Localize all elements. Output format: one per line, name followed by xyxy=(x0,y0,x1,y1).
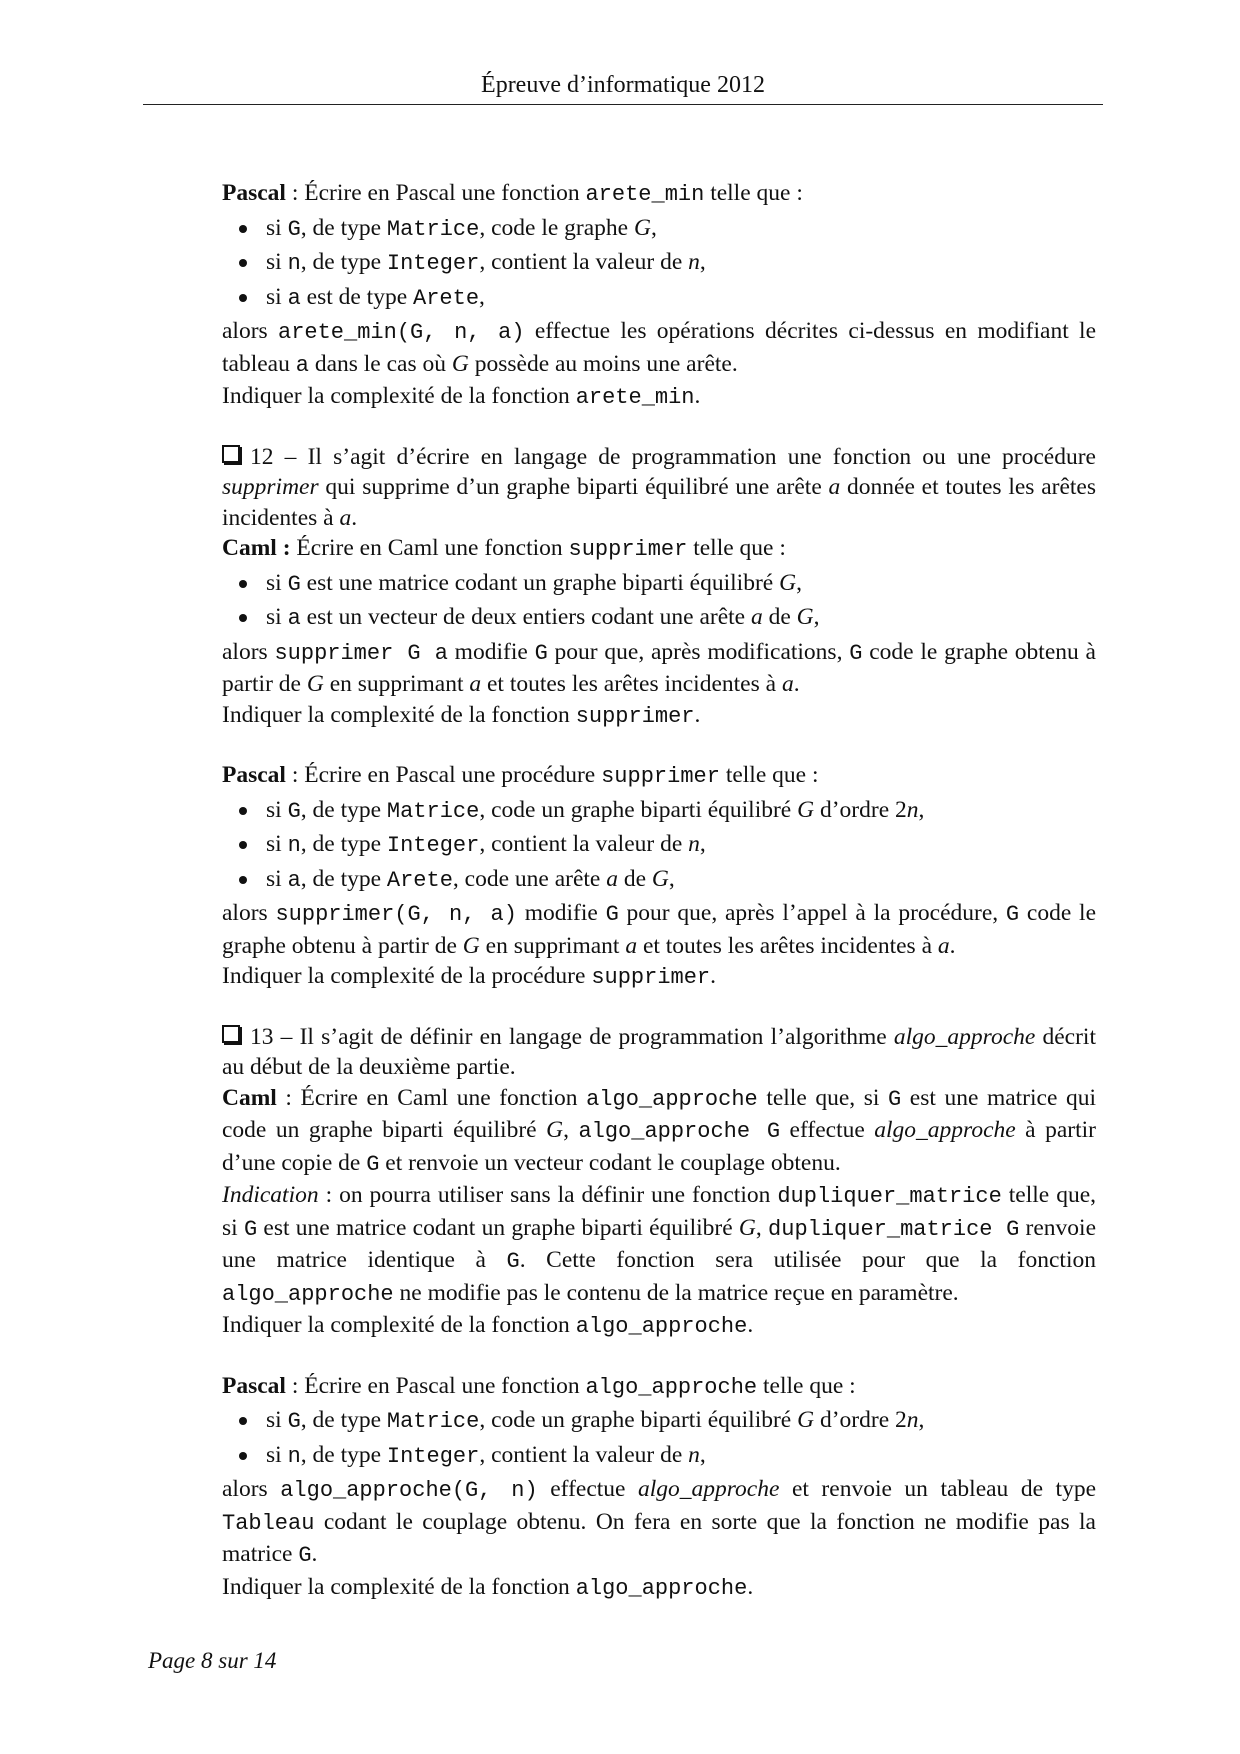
italic-term: n xyxy=(906,1407,919,1433)
bold-label: Caml xyxy=(222,1084,277,1111)
code-identifier: G xyxy=(287,1409,301,1434)
italic-term: algo_approche xyxy=(893,1023,1036,1050)
text-run: effectue xyxy=(780,1117,875,1143)
text-run: renvoie une matrice identique à xyxy=(222,1214,1097,1273)
text-run: si xyxy=(266,283,288,310)
text-run: . xyxy=(694,383,701,409)
text-run: . xyxy=(747,1312,754,1338)
italic-term: a xyxy=(625,932,638,959)
paragraph xyxy=(222,898,1096,961)
text-run: si xyxy=(266,1407,288,1433)
text-run: , xyxy=(796,569,802,596)
code-identifier: Matrice xyxy=(386,1409,480,1434)
text-run: : Écrire en Pascal une fonction xyxy=(285,1372,586,1399)
text-run: : on pourra utiliser sans la définir une fonction xyxy=(318,1182,778,1208)
text-run: d’ordre 2 xyxy=(814,1407,907,1433)
text-run: , xyxy=(918,796,925,823)
text-run: modifie xyxy=(516,900,606,926)
text-run: et toutes les arêtes incidentes à xyxy=(637,932,938,959)
italic-term: algo_approche xyxy=(638,1476,780,1502)
code-identifier: algo_approche(G, n) xyxy=(280,1478,538,1503)
text-run: , de type xyxy=(300,1441,387,1468)
italic-term: n xyxy=(688,1441,700,1468)
text-run: alors xyxy=(222,1476,281,1502)
code-identifier: Matrice xyxy=(386,798,480,824)
text-run: et renvoie un vecteur codant le couplage obtenu. xyxy=(379,1149,841,1176)
bullet-icon xyxy=(239,294,247,302)
question-checkbox-icon xyxy=(222,1025,240,1043)
paragraph xyxy=(222,1572,1096,1605)
text-run: . xyxy=(311,1541,318,1567)
text-run: si xyxy=(266,569,288,596)
section-spacer xyxy=(222,994,1096,1022)
paragraph xyxy=(222,316,1096,381)
text-run: si xyxy=(266,796,288,823)
italic-term: G xyxy=(546,1117,564,1143)
bullet-icon xyxy=(239,841,247,849)
question-paragraph xyxy=(222,442,1096,534)
italic-term: Indication xyxy=(222,1182,319,1208)
code-identifier: supprimer G a xyxy=(274,640,448,666)
code-identifier: Arete xyxy=(413,285,480,311)
text-run: telle que : xyxy=(687,535,786,561)
text-run: de xyxy=(762,604,797,630)
text-run: pour que, après l’appel à la procédure, xyxy=(618,900,1006,926)
text-run: pour que, après modifications, xyxy=(547,638,850,665)
text-run: si xyxy=(266,831,288,857)
section-spacer xyxy=(222,732,1096,760)
paragraph xyxy=(222,637,1096,700)
code-identifier: Matrice xyxy=(386,216,480,242)
text-run: si xyxy=(266,865,288,892)
paragraph xyxy=(222,1180,1096,1310)
code-identifier: G xyxy=(887,1086,902,1112)
header-title: Épreuve d’informatique 2012 xyxy=(481,72,765,98)
text-run: : Écrire en Pascal une procédure xyxy=(285,762,602,788)
list-item xyxy=(222,829,1096,862)
code-identifier: a xyxy=(295,352,309,378)
text-run: d’ordre 2 xyxy=(814,796,907,823)
text-run: qui supprime d’un graphe biparti équilibré une arête xyxy=(318,474,829,500)
italic-term: a xyxy=(339,504,352,531)
bold-label: Pascal xyxy=(222,762,286,788)
code-identifier: arete_min(G, n, a) xyxy=(278,320,525,345)
paragraph xyxy=(222,760,1096,793)
bullet-icon xyxy=(239,807,247,815)
code-identifier: G xyxy=(287,571,301,597)
bold-label: Pascal xyxy=(222,180,286,206)
italic-term: a xyxy=(781,671,794,697)
list-item xyxy=(222,568,1096,601)
list-item xyxy=(222,1405,1096,1438)
bullet-list xyxy=(222,213,1096,315)
text-run: 12 – Il s’agit d’écrire en langage de programmation une fonction ou une procédure xyxy=(250,443,1096,470)
text-run: , contient la valeur de xyxy=(479,831,689,857)
text-run: Indiquer la complexité de la fonction xyxy=(222,701,576,728)
italic-term: a xyxy=(606,865,618,892)
text-run: en supprimant xyxy=(479,932,626,959)
code-identifier: G xyxy=(506,1249,520,1274)
document-body xyxy=(222,178,1096,1604)
code-identifier: algo_approche xyxy=(575,1575,748,1601)
text-run: . xyxy=(710,963,717,989)
header-divider xyxy=(143,104,1103,105)
text-run: Indiquer la complexité de la fonction xyxy=(222,1573,576,1600)
paragraph xyxy=(222,1083,1096,1181)
text-run: , xyxy=(479,283,485,310)
code-identifier: supprimer xyxy=(591,965,711,990)
text-run: 13 – Il s’agit de définir en langage de programmation l’algorithme xyxy=(250,1023,894,1050)
text-run: si xyxy=(266,1441,288,1468)
page-number: Page 8 sur 14 xyxy=(148,1648,277,1673)
paragraph xyxy=(222,533,1096,566)
italic-term: supprimer xyxy=(222,474,319,500)
bullet-icon xyxy=(239,614,247,622)
paragraph xyxy=(222,961,1096,994)
code-identifier: supprimer xyxy=(601,764,720,789)
code-identifier: a xyxy=(287,606,301,631)
text-run: , contient la valeur de xyxy=(479,249,689,275)
text-run: , xyxy=(918,1407,925,1433)
bullet-list xyxy=(222,568,1096,635)
text-run: telle que, si xyxy=(757,1084,888,1111)
text-run: . xyxy=(793,671,800,697)
code-identifier: a xyxy=(287,285,301,311)
italic-term: n xyxy=(906,796,919,823)
text-run: alors xyxy=(222,638,275,665)
text-run: , xyxy=(699,1441,706,1468)
text-run: décrit au début de la deuxième partie. xyxy=(222,1023,1096,1080)
code-identifier: n xyxy=(287,1443,301,1469)
code-identifier: G xyxy=(287,798,301,824)
list-item xyxy=(222,864,1096,897)
text-run: si xyxy=(266,214,288,241)
list-item xyxy=(222,213,1096,246)
code-identifier: supprimer(G, n, a) xyxy=(275,902,517,927)
list-item xyxy=(222,602,1096,635)
text-run: est de type xyxy=(300,283,414,310)
italic-term: G xyxy=(462,932,480,959)
text-run: , de type xyxy=(300,865,387,892)
bullet-icon xyxy=(239,876,247,884)
bold-label: Caml : xyxy=(222,535,291,561)
paragraph xyxy=(222,178,1096,211)
bullet-icon xyxy=(239,225,247,233)
code-identifier: supprimer xyxy=(568,537,688,562)
code-identifier: algo_approche xyxy=(586,1086,758,1112)
italic-term: G xyxy=(451,350,469,377)
text-run: , code un graphe biparti équilibré xyxy=(479,1407,798,1433)
code-identifier: G xyxy=(298,1543,312,1568)
text-run: , code un graphe biparti équilibré xyxy=(479,796,798,823)
bullet-icon xyxy=(239,259,247,267)
code-identifier: Integer xyxy=(386,251,480,276)
code-identifier: a xyxy=(287,867,301,893)
list-item xyxy=(222,282,1096,315)
text-run: telle que, si xyxy=(222,1182,1096,1241)
code-identifier: algo_approche G xyxy=(578,1119,781,1144)
list-item xyxy=(222,795,1096,828)
text-run: et renvoie un tableau de type xyxy=(779,1476,1096,1502)
text-run: , de type xyxy=(300,831,387,857)
code-identifier: Arete xyxy=(386,867,453,893)
bullet-list xyxy=(222,795,1096,897)
paragraph xyxy=(222,1310,1096,1343)
question-paragraph xyxy=(222,1022,1096,1083)
bullet-icon xyxy=(239,1417,247,1425)
paragraph xyxy=(222,700,1096,733)
italic-term: G xyxy=(651,865,669,892)
code-identifier: Integer xyxy=(386,1443,480,1469)
italic-term: G xyxy=(796,604,814,630)
code-identifier: supprimer xyxy=(575,703,695,729)
text-run: effectue xyxy=(537,1476,638,1502)
italic-term: n xyxy=(688,831,700,857)
text-run: ne modifie pas le contenu de la matrice reçue en paramètre. xyxy=(393,1279,959,1306)
text-run: telle que : xyxy=(757,1372,856,1399)
text-run: modifie xyxy=(447,638,535,665)
code-identifier: G xyxy=(534,640,548,666)
text-run: dans le cas où xyxy=(308,350,452,377)
text-run: Indiquer la complexité de la fonction xyxy=(222,383,576,409)
italic-term: a xyxy=(937,932,950,959)
text-run: , contient la valeur de xyxy=(479,1441,689,1468)
code-identifier: G xyxy=(366,1151,380,1177)
bullet-list xyxy=(222,1405,1096,1472)
italic-term: G xyxy=(633,214,651,241)
italic-term: G xyxy=(306,671,324,697)
paragraph xyxy=(222,1474,1096,1572)
italic-term: G xyxy=(797,1407,815,1433)
text-run: de xyxy=(617,865,652,892)
text-run: . xyxy=(747,1573,754,1600)
section-spacer xyxy=(222,1343,1096,1371)
text-run: est un vecteur de deux entiers codant une arête xyxy=(300,604,751,630)
text-run: est une matrice qui code un graphe biparti équilibré xyxy=(222,1084,1096,1143)
code-identifier: algo_approche xyxy=(575,1314,748,1339)
code-identifier: G xyxy=(849,640,863,666)
code-identifier: dupliquer_matrice xyxy=(777,1184,1002,1209)
bold-label: Pascal xyxy=(222,1372,286,1399)
text-run: , de type xyxy=(300,214,387,241)
text-run: Indiquer la complexité de la procédure xyxy=(222,963,592,989)
text-run: telle que : xyxy=(704,180,803,206)
italic-term: G xyxy=(779,569,797,596)
code-identifier: Integer xyxy=(386,833,480,858)
text-run: code le graphe obtenu à partir de xyxy=(222,900,1097,959)
italic-term: n xyxy=(688,249,700,275)
code-identifier: G xyxy=(243,1216,258,1242)
text-run: possède au moins une arête. xyxy=(468,350,738,377)
text-run: , xyxy=(668,865,675,892)
text-run: effectue les opérations décrites ci-dessus en modifiant le tableau xyxy=(222,318,1096,377)
text-run: . Cette fonction sera utilisée pour que la fonction xyxy=(519,1247,1096,1273)
text-run: Indiquer la complexité de la fonction xyxy=(222,1312,576,1338)
italic-term: algo_approche xyxy=(874,1117,1016,1143)
paragraph xyxy=(222,1371,1096,1404)
text-run: code le graphe obtenu à partir de xyxy=(222,638,1096,697)
text-run: : Écrire en Caml une fonction xyxy=(276,1084,587,1111)
text-run: si xyxy=(266,249,288,275)
text-run: , de type xyxy=(300,1407,387,1433)
text-run: Écrire en Caml une fonction xyxy=(290,535,569,561)
text-run: telle que : xyxy=(719,762,819,788)
text-run: , de type xyxy=(300,796,387,823)
text-run: , code le graphe xyxy=(479,214,634,241)
text-run: , xyxy=(699,249,706,275)
section-spacer xyxy=(222,414,1096,442)
code-identifier: G xyxy=(287,216,301,242)
text-run: à partir d’une copie de xyxy=(222,1117,1096,1176)
italic-term: a xyxy=(828,474,841,500)
code-identifier: algo_approche xyxy=(222,1281,394,1307)
text-run: si xyxy=(266,604,288,630)
text-run: , xyxy=(699,831,706,857)
list-item xyxy=(222,1440,1096,1473)
code-identifier: n xyxy=(287,251,301,276)
text-run: . xyxy=(351,504,358,531)
text-run: , xyxy=(813,604,820,630)
code-identifier: n xyxy=(287,833,301,858)
text-run: alors xyxy=(222,900,276,926)
code-identifier: G xyxy=(605,902,619,927)
text-run: est une matrice codant un graphe biparti équilibré xyxy=(300,569,780,596)
bullet-icon xyxy=(239,1452,247,1460)
text-run: , xyxy=(563,1117,579,1143)
text-run: , code une arête xyxy=(452,865,607,892)
text-run: , de type xyxy=(300,249,387,275)
italic-term: a xyxy=(750,604,763,630)
text-run: donnée et toutes les arêtes incidentes à xyxy=(222,474,1096,531)
text-run: codant le couplage obtenu. On fera en sorte que la fonction ne modifie pas la matrice xyxy=(222,1508,1096,1567)
italic-term: a xyxy=(469,671,482,697)
paragraph xyxy=(222,381,1096,414)
list-item xyxy=(222,247,1096,280)
text-run: , xyxy=(650,214,657,241)
text-run: est une matrice codant un graphe biparti équilibré xyxy=(257,1214,739,1241)
text-run: : Écrire en Pascal une fonction xyxy=(285,180,586,206)
text-run: . xyxy=(949,932,956,959)
code-identifier: arete_min xyxy=(585,182,705,207)
italic-term: G xyxy=(738,1214,756,1241)
question-checkbox-icon xyxy=(222,445,240,463)
code-identifier: Tableau xyxy=(222,1510,315,1536)
code-identifier: algo_approche xyxy=(585,1374,758,1400)
code-identifier: G xyxy=(1005,902,1020,927)
text-run: alors xyxy=(222,318,278,344)
text-run: et toutes les arêtes incidentes à xyxy=(481,671,782,697)
code-identifier: arete_min xyxy=(575,385,695,410)
text-run: . xyxy=(694,701,701,728)
code-identifier: dupliquer_matrice G xyxy=(768,1216,1020,1242)
text-run: en supprimant xyxy=(323,671,470,697)
text-run: , xyxy=(755,1214,769,1241)
italic-term: G xyxy=(797,796,815,823)
bullet-icon xyxy=(239,580,247,588)
